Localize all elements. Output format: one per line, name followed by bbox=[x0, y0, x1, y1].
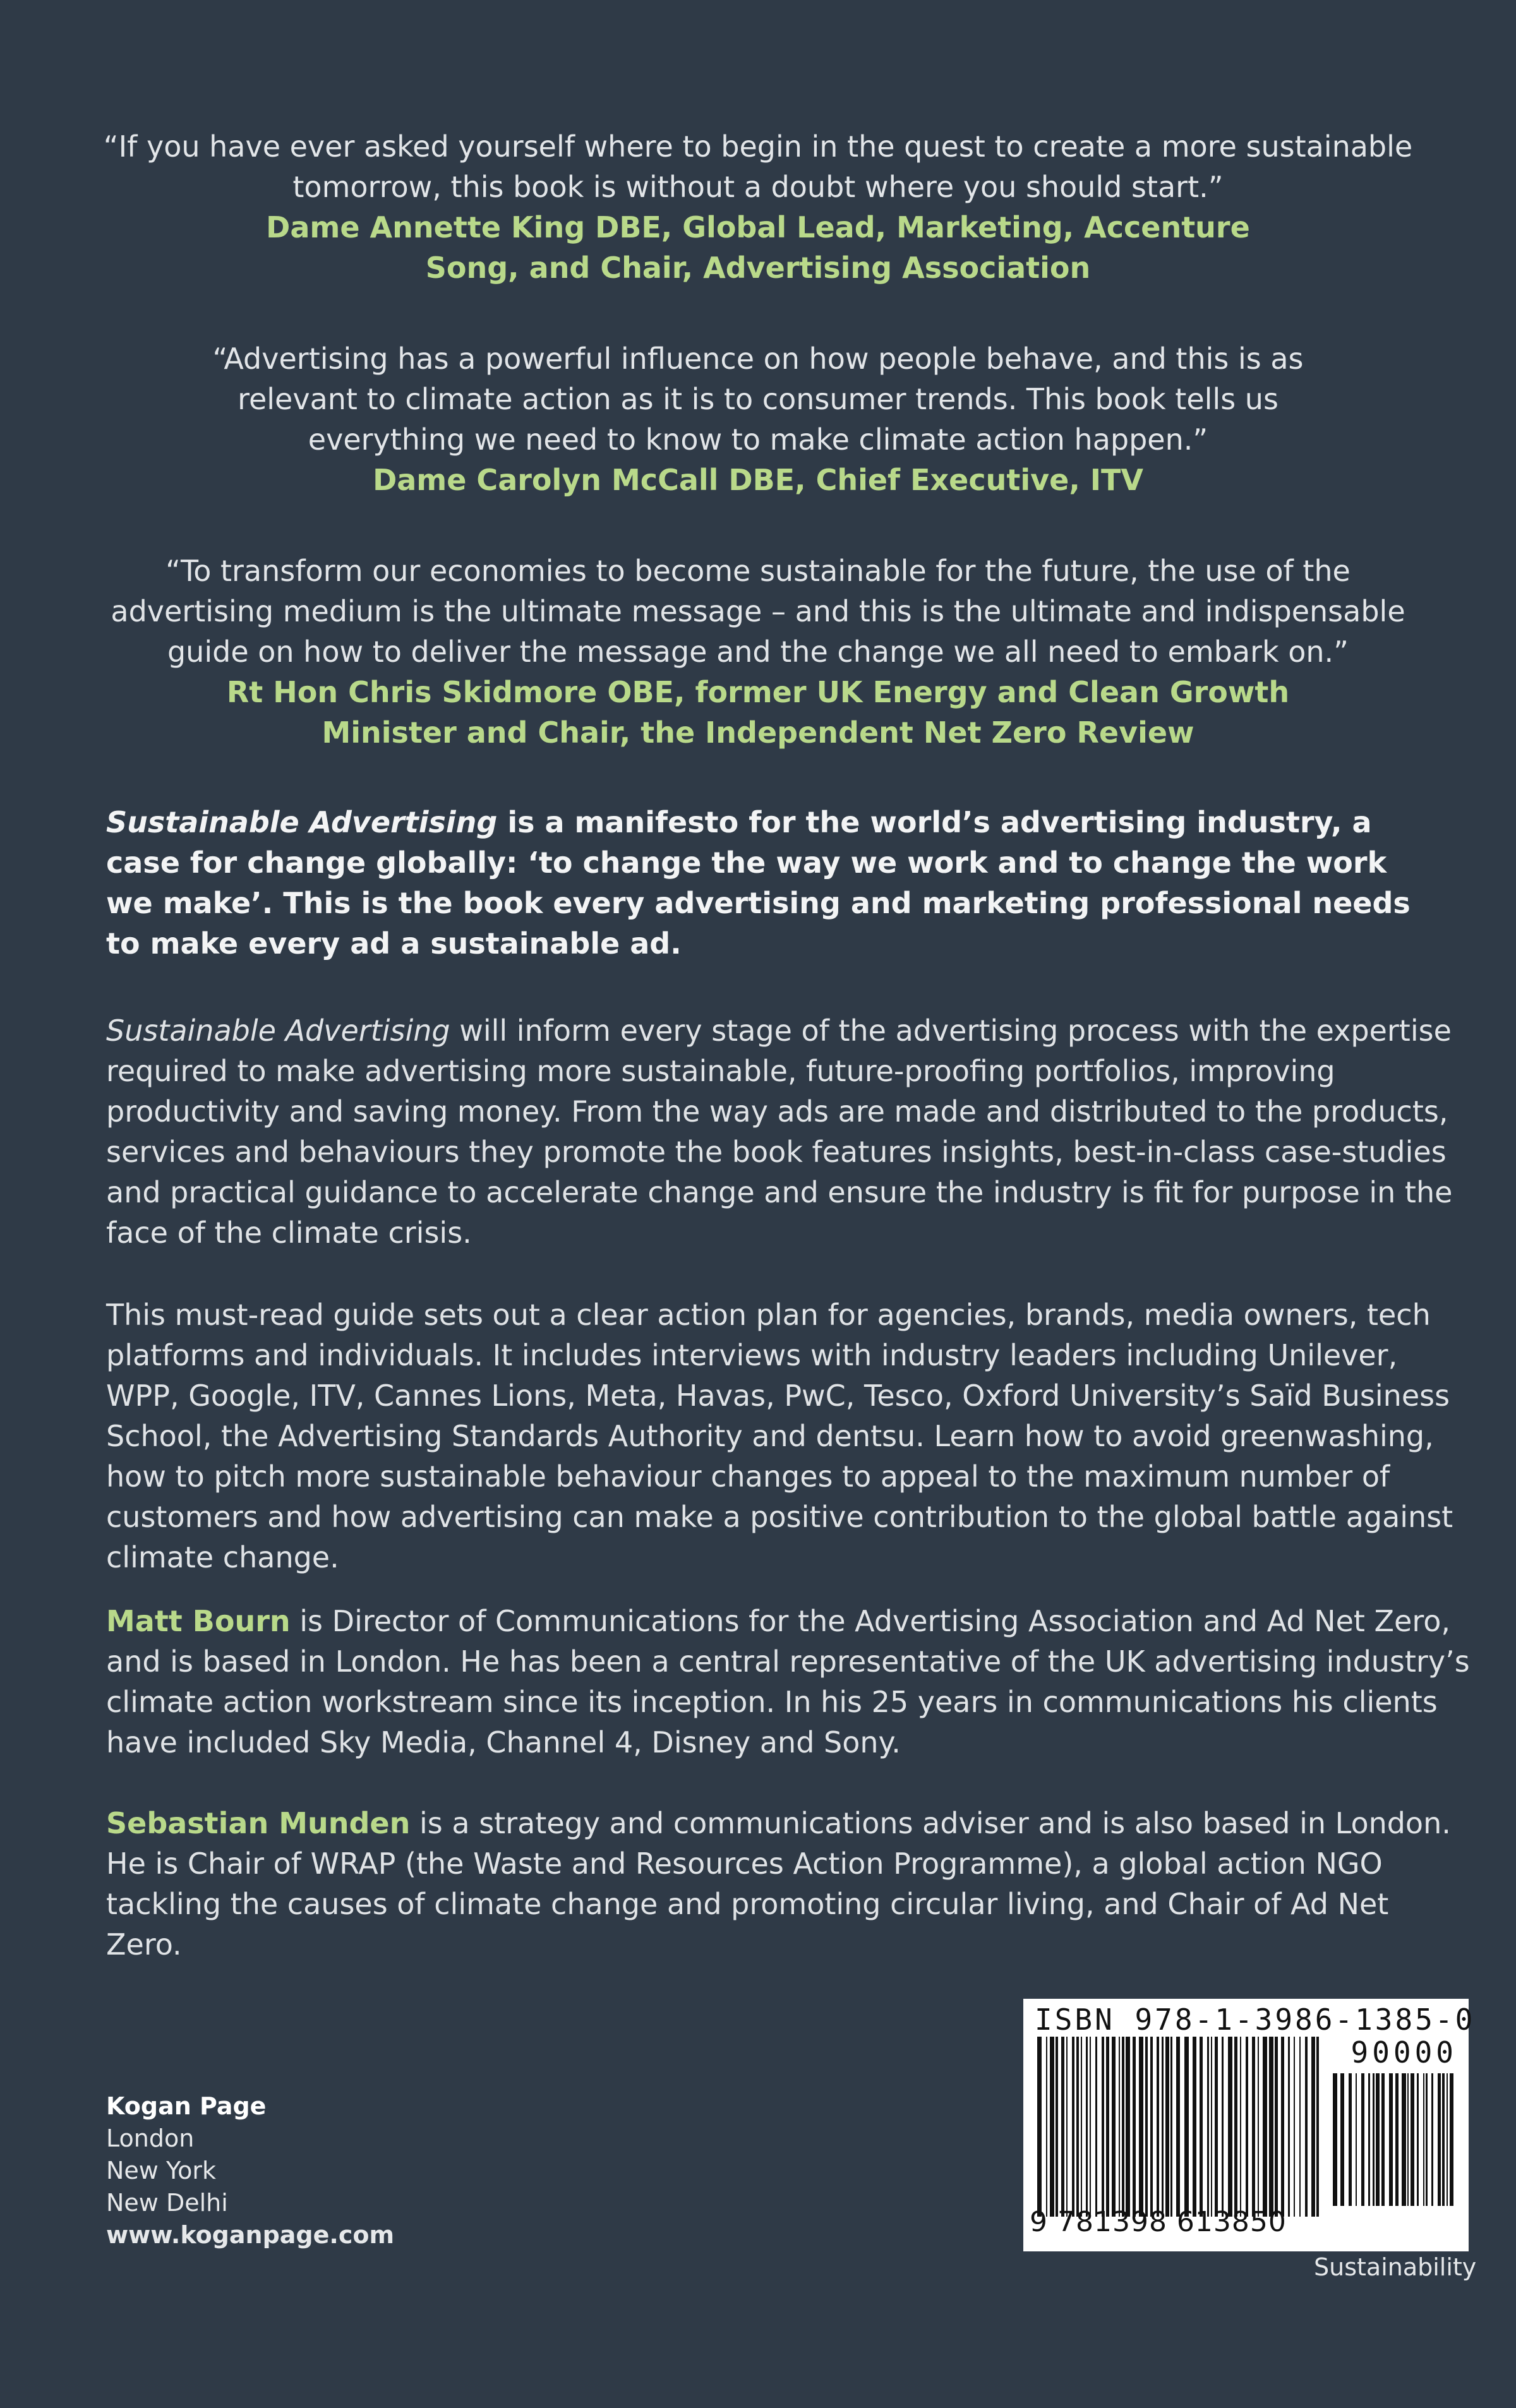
barcode-bar bbox=[1106, 2037, 1109, 2217]
barcode-bar bbox=[1426, 2073, 1428, 2206]
endorsement bbox=[101, 551, 1415, 753]
barcode-bar bbox=[1234, 2037, 1237, 2217]
barcode-bar bbox=[1340, 2073, 1344, 2206]
barcode-bar bbox=[1438, 2073, 1441, 2206]
barcode-bar bbox=[1076, 2037, 1079, 2217]
author-bio-text: is Director of Communications for the Advertising Association and Ad Net Zero, and is based in London. He has been a central representative of the UK advertising industry’s climate action workstream since its inception. In his 25 years in communications his clients have included Sky Media, Channel 4, Disney and Sony. bbox=[106, 1604, 1470, 1759]
barcode-bar bbox=[1200, 2037, 1203, 2217]
barcode-bar bbox=[1095, 2037, 1097, 2217]
barcode-bar bbox=[1240, 2037, 1241, 2217]
endorsement-quote: “To transform our economies to become sustainable for the future, the use of the advertising medium is the ultimate message – and this is the ultimate and indispensable guide on how to deliver the message and the change we all need to embark on.” bbox=[111, 554, 1405, 669]
barcode-bar bbox=[1086, 2037, 1088, 2217]
barcode-bar bbox=[1119, 2037, 1120, 2217]
barcode-bar bbox=[1207, 2037, 1209, 2217]
barcode-bar bbox=[1288, 2037, 1290, 2217]
barcode-bar bbox=[1072, 2037, 1074, 2217]
barcode-bar bbox=[1356, 2073, 1357, 2206]
barcode-bar bbox=[1050, 2037, 1054, 2217]
barcode-bar bbox=[1442, 2073, 1445, 2206]
barcode-bar bbox=[1294, 2037, 1295, 2217]
barcode-bar bbox=[1423, 2073, 1424, 2206]
barcode-bar bbox=[1133, 2037, 1136, 2217]
endorsement bbox=[101, 338, 1415, 500]
endorsement bbox=[101, 126, 1415, 288]
barcode-bar bbox=[1145, 2037, 1148, 2217]
endorsement-attribution: Dame Carolyn McCall DBE, Chief Executive, ITV bbox=[373, 463, 1143, 497]
barcode-bar bbox=[1066, 2037, 1068, 2217]
endorsement-quote: “Advertising has a powerful influence on how people behave, and this is as relevant to climate action as it is to consumer trends. This book tells us everything we need to know to make climate action happen.” bbox=[212, 342, 1304, 457]
barcode-bar bbox=[1157, 2037, 1159, 2217]
barcode-bar bbox=[1126, 2037, 1130, 2217]
barcode-bar bbox=[1184, 2037, 1189, 2217]
barcode-bar bbox=[1165, 2037, 1169, 2217]
barcode-bar bbox=[1081, 2037, 1082, 2217]
barcode-bar bbox=[1311, 2037, 1315, 2217]
barcode-bar bbox=[1299, 2037, 1301, 2217]
paragraph-text: will inform every stage of the advertising process with the expertise required to make advertising more sustainable, future-proofing portfolios, improving productivity and saving money. From the way ads are made and distributed to the products, services and behaviours they promote the book features insights, best-in-class case-studies and practical guidance to accelerate change and ensure the industry is fit for purpose in the face of the climate crisis. bbox=[106, 1014, 1453, 1250]
barcode-bar bbox=[1090, 2037, 1091, 2217]
barcode-bar bbox=[1037, 2037, 1042, 2217]
publisher-name: Kogan Page bbox=[106, 2092, 267, 2120]
barcode-bar bbox=[1411, 2073, 1414, 2206]
author-name: Matt Bourn bbox=[106, 1604, 291, 1638]
publisher-block bbox=[106, 2090, 394, 2251]
barcode-bar bbox=[1122, 2037, 1124, 2217]
ean-digits: 9 781398 613850 bbox=[1030, 2206, 1287, 2238]
description-paragraph: This must-read guide sets out a clear action plan for agencies, brands, media owners, tech platforms and individuals. It includes interviews with industry leaders including Unilever, WPP, Google, ITV, Cannes Lions, Meta, Havas, PwC, Tesco, Oxford University’s Saïd Business School, the Advertising Standards Authority and dentsu. Learn how to avoid greenwashing, how to pitch more sustainable behaviour changes to appeal to the maximum number of customers and how advertising can make a positive contribution to the global battle against climate change. bbox=[106, 1298, 1453, 1574]
barcode-bar bbox=[1061, 2037, 1064, 2217]
barcode-bar bbox=[1389, 2073, 1393, 2206]
category-label: Sustainability bbox=[1314, 2253, 1477, 2281]
barcode-bar bbox=[1281, 2037, 1284, 2217]
book-title: Sustainable Advertising bbox=[106, 1014, 450, 1048]
barcode-bar bbox=[1263, 2037, 1267, 2217]
barcode-bar bbox=[1402, 2073, 1406, 2206]
barcode-bar bbox=[1252, 2037, 1255, 2217]
barcode-bar bbox=[1222, 2037, 1224, 2217]
barcode-bar bbox=[1162, 2037, 1164, 2217]
isbn-text: ISBN 978-1-3986-1385-0 bbox=[1035, 2003, 1476, 2037]
barcode-bar bbox=[1407, 2073, 1409, 2206]
endorsements bbox=[101, 126, 1415, 803]
barcode-bar bbox=[1316, 2037, 1319, 2217]
barcode-bar bbox=[1056, 2037, 1058, 2217]
barcode-bar bbox=[1176, 2037, 1180, 2217]
book-title: Sustainable Advertising bbox=[106, 805, 498, 839]
addon-barcode-bars bbox=[1333, 2073, 1459, 2206]
barcode-bar bbox=[1170, 2037, 1172, 2217]
barcode-bar bbox=[1228, 2037, 1232, 2217]
barcode-bar bbox=[1395, 2073, 1399, 2206]
barcode-bar bbox=[1246, 2037, 1248, 2217]
author-bio-text: is a strategy and communications adviser and is also based in London. He is Chair of WRAP (the Waste and Resources Action Programme), a global action NGO tackling the causes of climate change and promoting circular living, and Chair of Ad Net Zero. bbox=[106, 1806, 1451, 1962]
endorsement-attribution: Rt Hon Chris Skidmore OBE, former UK Energy and Clean Growth Minister and Chair, the Independent Net Zero Review bbox=[226, 675, 1290, 750]
barcode-bar bbox=[1102, 2037, 1104, 2217]
price-code: 90000 bbox=[1351, 2035, 1457, 2070]
barcode-bar bbox=[1333, 2073, 1337, 2206]
author-bio bbox=[106, 1601, 1471, 1763]
barcode-bar bbox=[1112, 2037, 1116, 2217]
barcode-bar bbox=[1193, 2037, 1196, 2217]
publisher-website: www.koganpage.com bbox=[106, 2221, 395, 2249]
barcode-bar bbox=[1361, 2073, 1364, 2206]
barcode-bar bbox=[1139, 2037, 1143, 2217]
barcode-bar bbox=[1373, 2073, 1375, 2206]
endorsement-quote: “If you have ever asked yourself where to begin in the quest to create a more sustainable tomorrow, this book is without a doubt where you should start.” bbox=[103, 129, 1413, 204]
barcode-bars bbox=[1037, 2037, 1321, 2217]
barcode-bar bbox=[1150, 2037, 1153, 2217]
author-bio bbox=[106, 1803, 1471, 1965]
publisher-city: New York bbox=[106, 2157, 217, 2184]
lead-paragraph bbox=[106, 802, 1420, 964]
barcode-bar bbox=[1258, 2037, 1259, 2217]
barcode-bar bbox=[1450, 2073, 1453, 2206]
publisher-city: New Delhi bbox=[106, 2189, 228, 2217]
endorsement-attribution: Dame Annette King DBE, Global Lead, Marketing, Accenture Song, and Chair, Advertising Association bbox=[266, 210, 1250, 285]
barcode-bar bbox=[1211, 2037, 1212, 2217]
barcode-bar bbox=[1305, 2037, 1308, 2217]
lead-text: is a manifesto for the world’s advertising industry, a case for change globally: ‘to change the way we work and to change the work we make’. This is the book every advertising and marketing professional needs to make every ad a sustainable ad. bbox=[106, 805, 1411, 961]
barcode-bar bbox=[1417, 2073, 1419, 2206]
publisher-city: London bbox=[106, 2124, 195, 2152]
barcode-bar bbox=[1215, 2037, 1218, 2217]
barcode-bar bbox=[1381, 2073, 1385, 2206]
isbn-barcode bbox=[1023, 1999, 1476, 2251]
barcode-bar bbox=[1275, 2037, 1278, 2217]
description-paragraph bbox=[106, 1010, 1471, 1253]
barcode-bar bbox=[1447, 2073, 1448, 2206]
author-name: Sebastian Munden bbox=[106, 1806, 411, 1840]
barcode-bar bbox=[1376, 2073, 1380, 2206]
barcode-bar bbox=[1269, 2037, 1273, 2217]
barcode-bar bbox=[1431, 2073, 1433, 2206]
barcode-bar bbox=[1349, 2073, 1352, 2206]
barcode-bar bbox=[1368, 2073, 1370, 2206]
barcode-bar bbox=[1046, 2037, 1047, 2217]
